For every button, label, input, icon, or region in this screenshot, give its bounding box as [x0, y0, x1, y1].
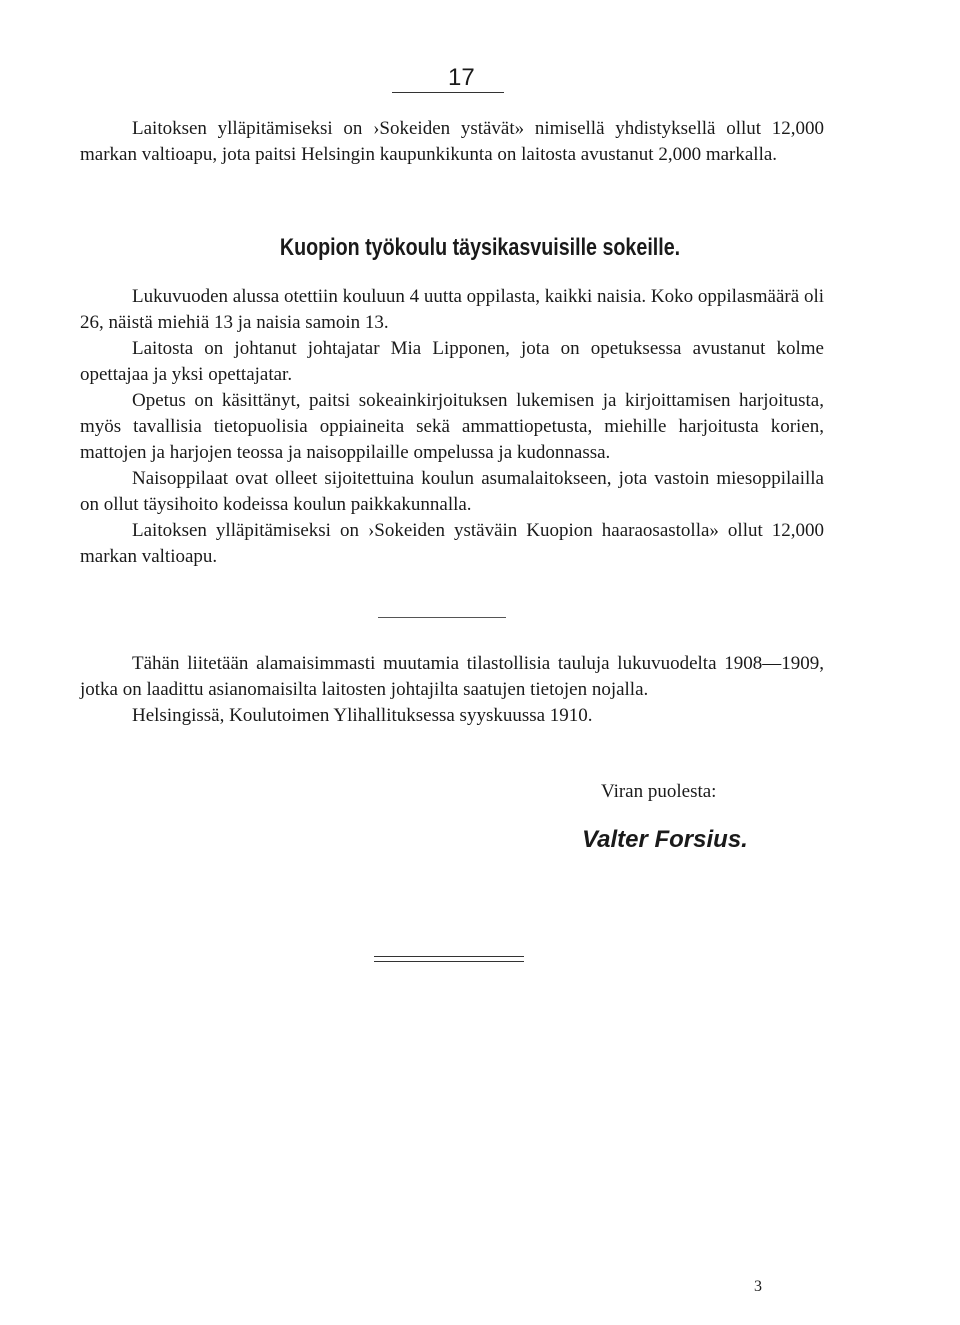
end-rule	[374, 961, 524, 962]
section-funding-text	[80, 116, 824, 168]
section-kuopio-text	[80, 284, 824, 570]
paragraph: Helsingissä, Koulutoimen Ylihallituksessa syyskuussa 1910.	[132, 705, 593, 726]
closing-text	[80, 651, 824, 729]
paragraph: Opetus on käsittänyt, paitsi sokeainkirjoituksen lukemisen ja kirjoittamisen harjoitusta, myös tavallisia tietopuolisia oppiaineita sekä ammattiopetusta, miehille harjoitusta korien, mattojen ja harjojen teossa ja naisoppilaille ompelussa ja kudonnassa.	[80, 390, 824, 463]
page-number-rule	[392, 92, 504, 93]
paragraph: Naisoppilaat ovat olleet sijoitettuina koulun asumalaitokseen, jota vastoin miesoppilailla on ollut täysihoito kodeissa koulun paikkakunnalla.	[80, 468, 824, 515]
sheet-number: 3	[754, 1278, 762, 1295]
paragraph: Laitoksen ylläpitämiseksi on ›Sokeiden ystäväin Kuopion haaraosastolla» ollut 12,000 markan valtioapu.	[80, 520, 824, 567]
signature: Valter Forsius.	[582, 826, 748, 853]
paragraph: Tähän liitetään alamaisimmasti muutamia tilastollisia tauluja lukuvuodelta 1908—1909, jotka on laadittu asianomaisilta laitosten johtajilta saatujen tietojen nojalla.	[80, 653, 824, 700]
page-number: 17	[448, 64, 475, 91]
paragraph: Laitoksen ylläpitämiseksi on ›Sokeiden ystävät» nimisellä yhdistyksellä ollut 12,000 markan valtioapu, jota paitsi Helsingin kaupunkikunta on laitosta avustanut 2,000 markalla.	[80, 118, 824, 165]
official-capacity-label: Viran puolesta:	[601, 781, 717, 802]
paragraph: Laitosta on johtanut johtajatar Mia Lipponen, jota on opetuksessa avustanut kolme opettajaa ja yksi opettajatar.	[80, 338, 824, 385]
paragraph: Lukuvuoden alussa otettiin kouluun 4 uutta oppilasta, kaikki naisia. Koko oppilasmäärä oli 26, näistä miehiä 13 ja naisia samoin 13.	[80, 286, 824, 333]
end-rule	[374, 956, 524, 957]
section-heading: Kuopion työkoulu täysikasvuisille sokeille.	[279, 234, 681, 261]
section-separator	[378, 617, 506, 618]
